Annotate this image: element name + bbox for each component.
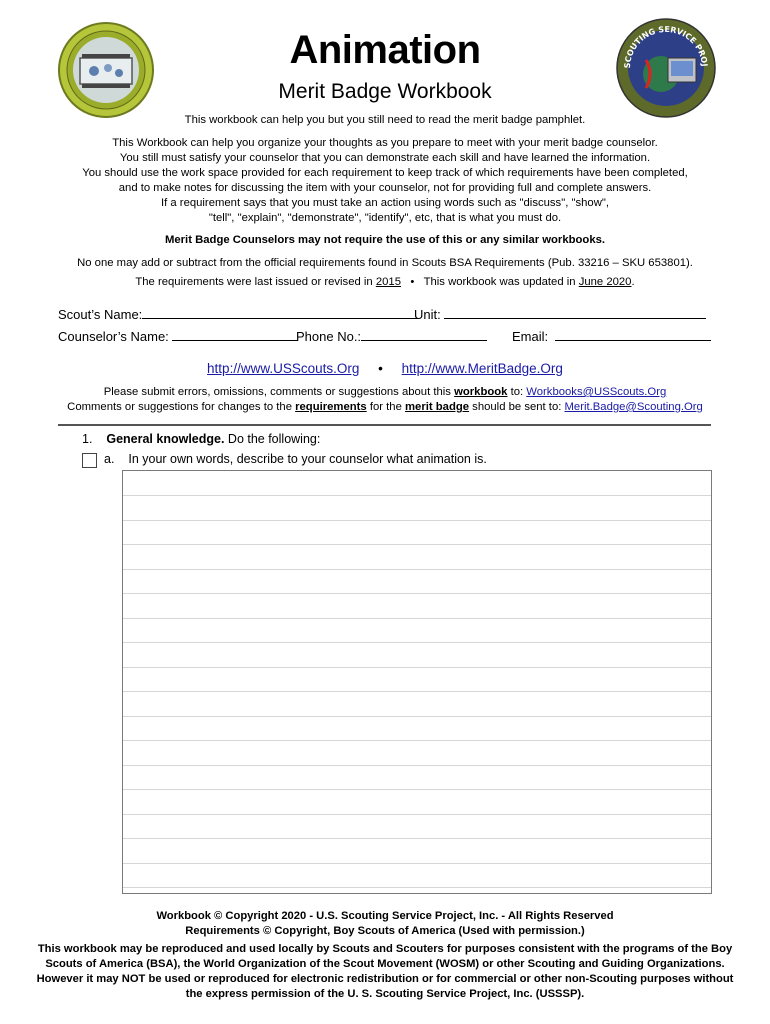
- intro-line: and to make notes for discussing the item with your counselor, not for providing full and complete answers.: [118, 182, 652, 194]
- answer-line: [123, 691, 711, 692]
- merit-badge-email-link[interactable]: Merit.Badge@Scouting.Org: [564, 401, 703, 413]
- unit-field[interactable]: Unit:: [414, 306, 706, 322]
- answer-line: [123, 520, 711, 521]
- intro-line: You should use the work space provided for each requirement to keep track of which requirements have been completed,: [82, 167, 688, 179]
- answer-line: [123, 618, 711, 619]
- answer-line: [123, 740, 711, 741]
- page-title: Animation: [289, 28, 481, 72]
- footer-copyright: Workbook © Copyright 2020 - U.S. Scouting Service Project, Inc. - All Rights Reserved Requirements © Copyright, Boy Scouts of America (Used with permission.): [156, 910, 614, 937]
- answer-line: [123, 544, 711, 545]
- requirement-1a-checkbox[interactable]: [82, 453, 97, 468]
- email-field[interactable]: Email:: [512, 328, 711, 344]
- answer-workspace[interactable]: [122, 470, 712, 894]
- phone-field[interactable]: Phone No.:: [296, 328, 487, 344]
- scout-name-field[interactable]: Scout’s Name:: [58, 306, 418, 322]
- intro-line: This Workbook can help you organize your thoughts as you prepare to meet with your merit badge counselor.: [112, 137, 658, 149]
- official-requirements-note: No one may add or subtract from the official requirements found in Scouts BSA Requirements (Pub. 33216 – SKU 653801).: [77, 257, 693, 269]
- answer-line: [123, 838, 711, 839]
- requirement-1-heading: General knowledge.: [106, 432, 225, 446]
- answer-line: [123, 716, 711, 717]
- counselor-note: Merit Badge Counselors may not require the use of this or any similar workbooks.: [164, 234, 606, 246]
- links-row: http://www.USScouts.Org • http://www.MeritBadge.Org: [207, 361, 563, 376]
- scout-name-input[interactable]: [142, 306, 418, 319]
- answer-line: [123, 814, 711, 815]
- meritbadge-link[interactable]: http://www.MeritBadge.Org: [401, 361, 563, 376]
- requirement-1: 1. General knowledge. Do the following:: [82, 432, 321, 446]
- answer-line: [123, 863, 711, 864]
- answer-line: [123, 593, 711, 594]
- submit-line-1: Please submit errors, omissions, comments or suggestions about this workbook to: Workbooks@USScouts.Org: [103, 386, 667, 398]
- counselor-name-field[interactable]: Counselor’s Name:: [58, 328, 298, 344]
- emblem-arc-text: SCOUTING SERVICE PROJ: [622, 24, 709, 69]
- answer-line: [123, 569, 711, 570]
- updated-date: June 2020: [578, 276, 632, 288]
- answer-line: [123, 667, 711, 668]
- intro-line: You still must satisfy your counselor that you can demonstrate each skill and have learned the information.: [119, 152, 651, 164]
- phone-input[interactable]: [361, 328, 487, 341]
- revision-note: The requirements were last issued or revised in 2015 • This workbook was updated in June 2020.: [135, 276, 635, 288]
- answer-line: [123, 642, 711, 643]
- answer-line: [123, 765, 711, 766]
- intro-line: "tell", "explain", "demonstrate", "identify", etc, that is what you must do.: [208, 212, 562, 224]
- intro-paragraph: [0, 136, 770, 226]
- section-divider: [58, 424, 711, 426]
- footer-usage: This workbook may be reproduced and used locally by Scouts and Scouters for purposes consistent with the programs of the Boy Scouts of America (BSA), the World Organization of the Scout Movement (WOSM) or other Scouting and Guiding Organizations. However it may NOT be used or reproduced for electronic redistribution or for commercial or other non-Scouting purposes without the express permission of the U. S. Scouting Service Project, Inc. (USSSP).: [36, 943, 734, 1000]
- page-subtitle: Merit Badge Workbook: [278, 80, 492, 103]
- revised-year: 2015: [375, 276, 401, 288]
- intro-line: If a requirement says that you must take an action using words such as "discuss", "show",: [160, 197, 610, 209]
- requirement-1a: a. In your own words, describe to your counselor what animation is.: [104, 452, 487, 466]
- answer-line: [123, 495, 711, 496]
- email-input[interactable]: [555, 328, 711, 341]
- usscouts-link[interactable]: http://www.USScouts.Org: [207, 361, 360, 376]
- counselor-name-input[interactable]: [172, 328, 298, 341]
- submit-line-2: Comments or suggestions for changes to the requirements for the merit badge should be sent to: Merit.Badge@Scouting.Org: [67, 401, 703, 413]
- pamphlet-note: This workbook can help you but you still need to read the merit badge pamphlet.: [184, 114, 586, 126]
- unit-input[interactable]: [444, 306, 706, 319]
- answer-line: [123, 789, 711, 790]
- workbooks-email-link[interactable]: Workbooks@USScouts.Org: [526, 386, 667, 398]
- answer-line: [123, 887, 711, 888]
